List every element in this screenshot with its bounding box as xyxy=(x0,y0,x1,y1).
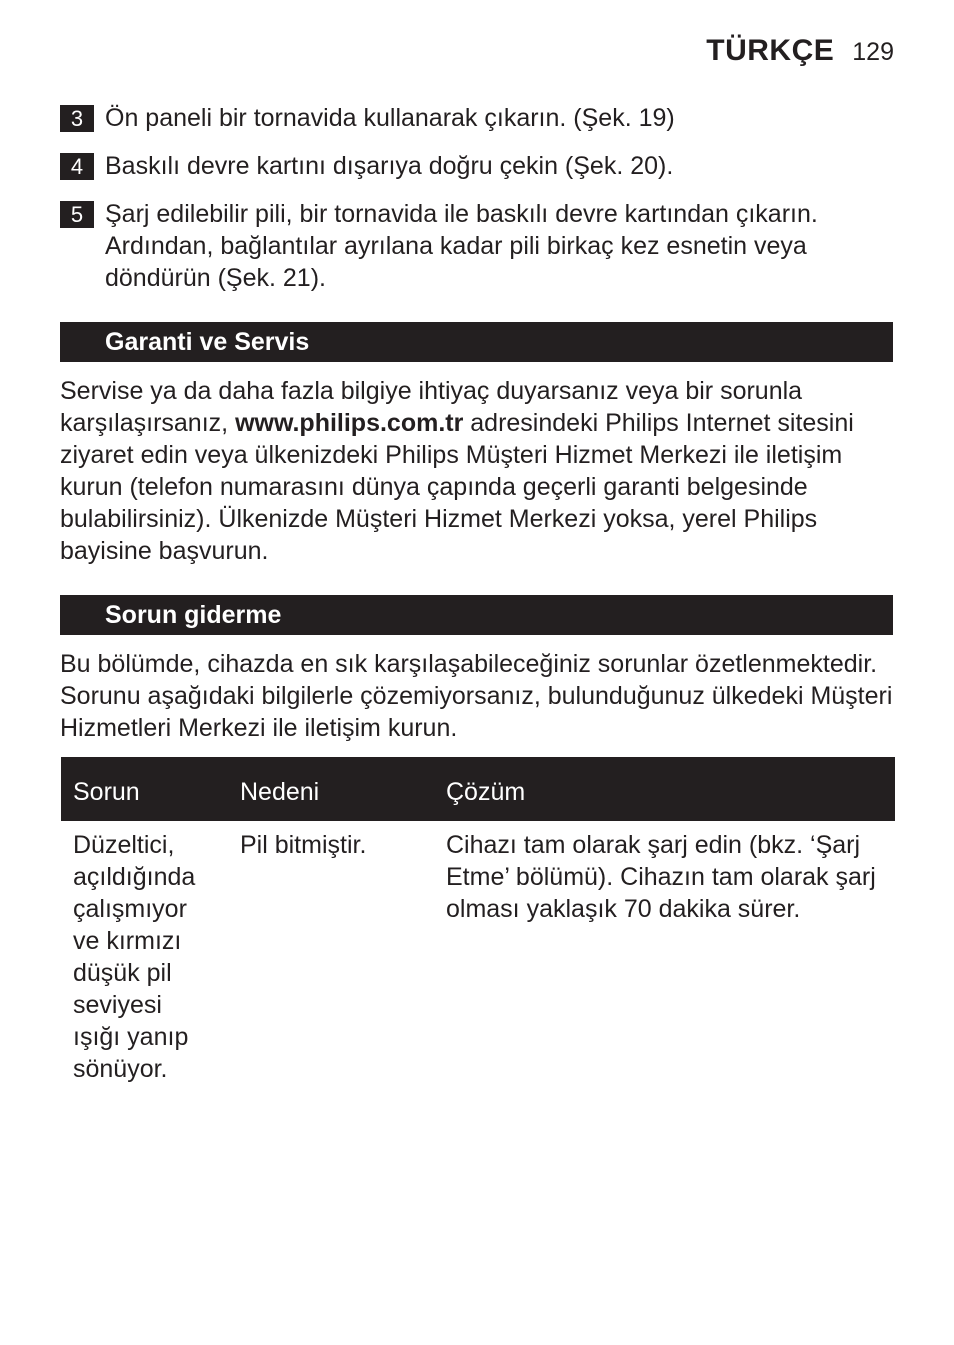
troubleshooting-section-heading: Sorun giderme xyxy=(60,595,893,635)
problem-cell: Düzeltici, açıldığında çalışmıyor ve kırmızı düşük pil seviyesi ışığı yanıp sönüyor. xyxy=(73,831,196,1083)
column-header-cause: Nedeni xyxy=(228,757,434,821)
step-text: Baskılı devre kartını dışarıya doğru çekin (Şek. 20). xyxy=(105,152,674,180)
solution-cell: Cihazı tam olarak şarj edin (bkz. ‘Şarj Etme’ bölümü). Cihazın tam olarak şarj olması yaklaşık 70 dakika sürer. xyxy=(446,831,876,923)
warranty-paragraph xyxy=(60,375,895,567)
table-header-row xyxy=(61,757,895,821)
troubleshooting-table xyxy=(61,757,895,1085)
step-text: Şarj edilebilir pili, bir tornavida ile baskılı devre kartından çıkarın. Ardından, bağlantılar ayrılana kadar pili birkaç kez esnetin veya döndürün (Şek. 21). xyxy=(105,200,818,292)
step-text: Ön paneli bir tornavida kullanarak çıkarın. (Şek. 19) xyxy=(105,104,675,132)
step-number-badge: 3 xyxy=(60,105,94,132)
step-list xyxy=(60,102,894,310)
warranty-section-heading: Garanti ve Servis xyxy=(60,322,893,362)
column-header-solution: Çözüm xyxy=(434,757,895,821)
step-number-badge: 5 xyxy=(60,201,94,228)
warranty-text-end: adresindeki Philips Internet sitesini ziyaret edin veya ülkenizdeki Philips Müşteri Hizmet Merkezi ile iletişim kurun (telefon numarasını dünya çapında geçerli garanti belgesinde bulabilirsiniz). Ülkenizde Müşteri Hizmet Merkezi yoksa, yerel Philips bayisine başvurun. xyxy=(60,409,854,565)
table-row xyxy=(61,821,895,1085)
step-item xyxy=(60,102,894,134)
step-item xyxy=(60,150,894,182)
cause-cell: Pil bitmiştir. xyxy=(240,831,367,859)
page-number: 129 xyxy=(852,38,894,66)
troubleshooting-intro: Bu bölümde, cihazda en sık karşılaşabileceğiniz sorunlar özetlenmektedir. Sorunu aşağıdaki bilgilerle çözemiyorsanız, bulunduğunuz ülkedeki Müşteri Hizmetleri Merkezi ile iletişim kurun. xyxy=(60,650,893,742)
page-header xyxy=(706,34,894,68)
step-item xyxy=(60,198,894,294)
step-number-badge: 4 xyxy=(60,153,94,180)
warranty-text-start: Servise ya da daha fazla bilgiye ihtiyaç duyarsanız veya bir sorunla karşılaşırsanız, xyxy=(60,377,803,437)
philips-website-link[interactable]: www.philips.com.tr xyxy=(235,409,464,437)
language-title: TÜRKÇE xyxy=(706,34,835,67)
column-header-problem: Sorun xyxy=(61,757,228,821)
